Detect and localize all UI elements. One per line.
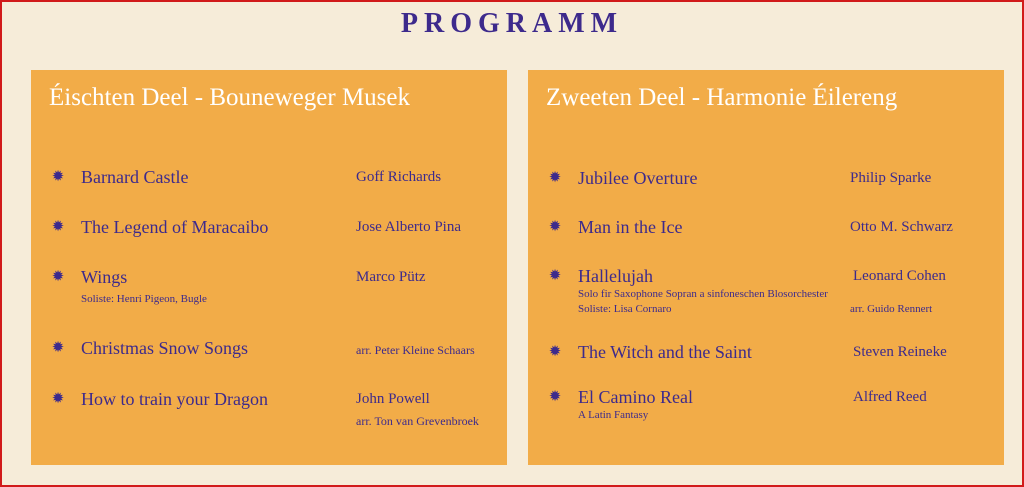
flower-bullet-icon: ✹ <box>548 389 562 405</box>
flower-bullet-icon: ✹ <box>548 219 562 235</box>
piece-title: The Legend of Maracaibo <box>81 217 269 237</box>
arranger: arr. Guido Rennert <box>850 303 933 315</box>
program-part-two <box>528 70 1004 465</box>
flower-bullet-icon: ✹ <box>51 340 65 356</box>
composer: Philip Sparke <box>850 170 932 186</box>
composer: Goff Richards <box>356 169 442 185</box>
composer: Alfred Reed <box>853 389 927 405</box>
solo-description: Solo fir Saxophone Sopran a sinfoneschen Blosorchester <box>578 288 828 300</box>
flower-bullet-icon: ✹ <box>548 170 562 186</box>
program-part-one <box>31 70 507 465</box>
composer: Jose Alberto Pina <box>356 219 461 235</box>
page-title: PROGRAMM <box>400 8 624 39</box>
composer: Leonard Cohen <box>853 268 946 284</box>
flower-bullet-icon: ✹ <box>51 169 65 185</box>
composer: arr. Peter Kleine Schaars <box>356 343 475 357</box>
piece-title: Christmas Snow Songs <box>81 338 249 358</box>
soloist-note: Soliste: Henri Pigeon, Bugle <box>81 293 207 305</box>
piece-title: Jubilee Overture <box>578 168 698 188</box>
piece-title: Barnard Castle <box>81 167 189 187</box>
piece-title: The Witch and the Saint <box>578 342 752 362</box>
flower-bullet-icon: ✹ <box>51 391 65 407</box>
composer: Steven Reineke <box>853 344 947 360</box>
part-one-heading: Éischten Deel - Bouneweger Musek <box>49 84 410 111</box>
piece-title: El Camino Real <box>578 387 693 407</box>
piece-title: Wings <box>81 267 128 287</box>
piece-title: Hallelujah <box>578 266 653 286</box>
flower-bullet-icon: ✹ <box>548 268 562 284</box>
flower-bullet-icon: ✹ <box>51 269 65 285</box>
composer: Marco Pütz <box>356 269 426 285</box>
composer: John Powell <box>356 391 430 407</box>
piece-subtitle: A Latin Fantasy <box>578 409 649 421</box>
part-two-heading: Zweeten Deel - Harmonie Éilereng <box>546 84 898 111</box>
piece-title: How to train your Dragon <box>81 389 268 409</box>
flower-bullet-icon: ✹ <box>548 344 562 360</box>
piece-title: Man in the Ice <box>578 217 683 237</box>
arranger: arr. Ton van Grevenbroek <box>356 414 479 428</box>
soloist-note: Soliste: Lisa Cornaro <box>578 303 672 315</box>
flower-bullet-icon: ✹ <box>51 219 65 235</box>
composer: Otto M. Schwarz <box>850 219 953 235</box>
